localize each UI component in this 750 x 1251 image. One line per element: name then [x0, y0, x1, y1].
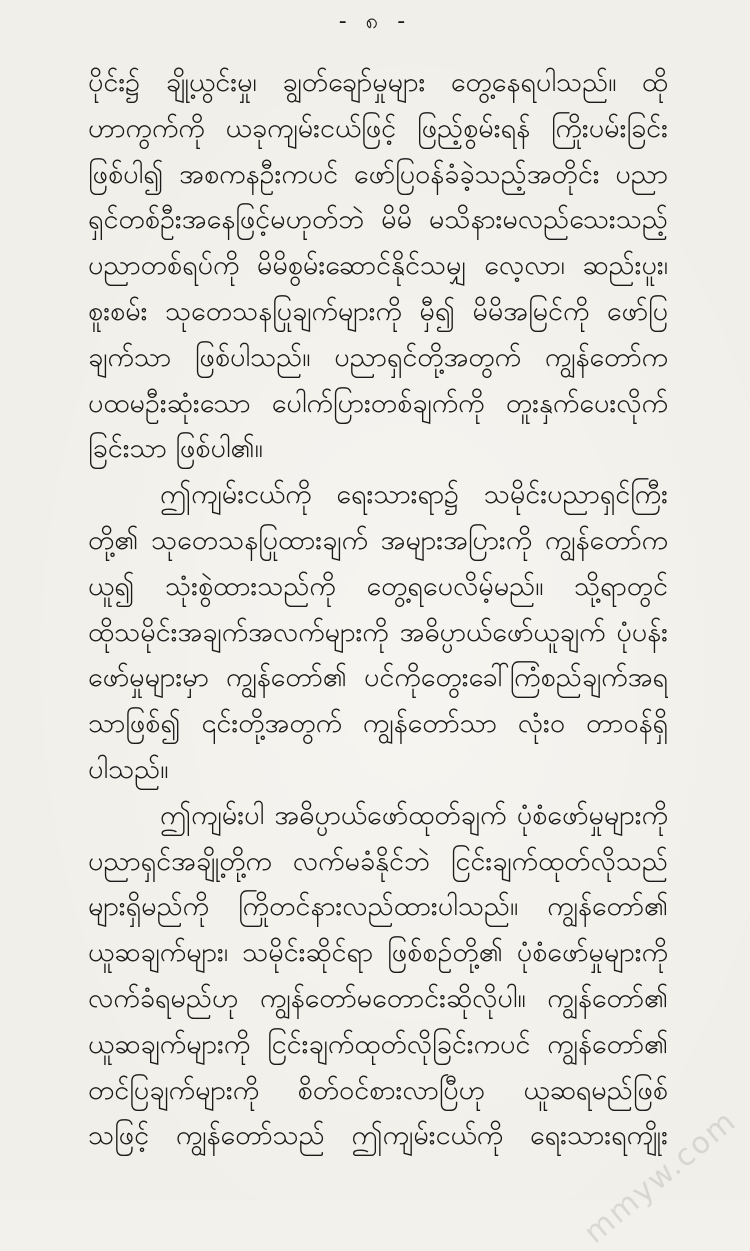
text-line: ရှင်တစ်ဦးအနေဖြင့်မဟုတ်ဘဲ မိမိ မသိနားမလည်သေးသည့်: [88, 204, 668, 236]
text-line: ပါသည်။: [88, 753, 169, 785]
text-line: ဟာကွက်ကို ယခုကျမ်းငယ်ဖြင့် ဖြည့်စွမ်းရန် ကြိုးပမ်းခြင်း: [88, 112, 668, 144]
text-line: သာဖြစ်၍ ၎င်းတို့အတွက် ကျွန်တော်သာ လုံးဝ တာဝန်ရှိ: [88, 708, 668, 740]
text-line: ပိုင်း၌ ချို့ယွင်းမှု၊ ချွတ်ချော်မှုများ တွေ့နေရပါသည်။ ထို: [88, 67, 668, 98]
text-line: ဤကျမ်းငယ်ကို ရေးသားရာ၌ သမိုင်းပညာရှင်ကြီး: [160, 479, 668, 511]
text-line: များရှိမည်ကို ကြိုတင်နားလည်ထားပါသည်။ ကျွန်တော်၏: [88, 891, 668, 923]
text-line: ဤကျမ်းပါ အဓိပ္ပာယ်ဖော်ထုတ်ချက် ပုံစံဖော်မှုများကို: [160, 799, 668, 831]
page-number: - ၈ -: [338, 9, 412, 34]
watermark: mmyw.com: [577, 1103, 744, 1251]
text-line: ချက်သာ ဖြစ်ပါသည်။ ပညာရှင်တို့အတွက် ကျွန်တော်က: [88, 341, 668, 373]
text-line: လက်ခံရမည်ဟု ကျွန်တော်မတောင်းဆိုလိုပါ။ ကျွန်တော်၏: [88, 982, 668, 1014]
text-line: ထိုသမိုင်းအချက်အလက်များကို အဓိပ္ပာယ်ဖော်ယူချက် ပုံပန်း: [88, 616, 668, 648]
text-line: ဖြစ်ပါ၍ အစကနဦးကပင် ဖော်ပြဝန်ခံခဲ့သည့်အတိုင်း ပညာ: [88, 158, 668, 190]
text-line: စူးစမ်း သုတေသနပြုချက်များကို မှီ၍ မိမိအမြင်ကို ဖော်ပြ: [88, 295, 668, 327]
text-line: ပညာရှင်အချို့တို့က လက်မခံနိုင်ဘဲ ငြင်းချက်ထုတ်လိုသည်: [88, 845, 668, 877]
text-line: ပထမဦးဆုံးသော ပေါက်ပြားတစ်ချက်ကို တူးနှက်ပေးလိုက်: [88, 387, 668, 419]
text-line: ယူဆချက်များကို ငြင်းချက်ထုတ်လိုခြင်းကပင် ကျွန်တော်၏: [88, 1028, 668, 1060]
text-line: တို့၏ သုတေသနပြုထားချက် အများအပြားကို ကျွန်တော်က: [88, 524, 668, 556]
text-line: ဖော်မှုများမှာ ကျွန်တော်၏ ပင်ကိုတွေးခေါ်ကြံစည်ချက်အရ: [88, 662, 668, 694]
text-line: ခြင်းသာ ဖြစ်ပါ၏။: [88, 433, 263, 465]
text-line: ပညာတစ်ရပ်ကို မိမိစွမ်းဆောင်နိုင်သမျှ လေ့လာ၊ ဆည်းပူး၊: [88, 250, 668, 282]
text-line: သဖြင့် ကျွန်တော်သည် ဤကျမ်းငယ်ကို ရေးသားရကျိုး: [88, 1120, 668, 1152]
body-text: [88, 60, 668, 1159]
text-line: တင်ပြချက်များကို စိတ်ဝင်စားလာပြီဟု ယူဆရမည်ဖြစ်: [88, 1074, 668, 1106]
text-line: ယူ၍ သုံးစွဲထားသည်ကို တွေ့ရပေလိမ့်မည်။ သို့ရာတွင်: [88, 570, 668, 602]
text-line: ယူဆချက်များ၊ သမိုင်းဆိုင်ရာ ဖြစ်စဉ်တို့၏ ပုံစံဖော်မှုများကို: [88, 937, 668, 969]
